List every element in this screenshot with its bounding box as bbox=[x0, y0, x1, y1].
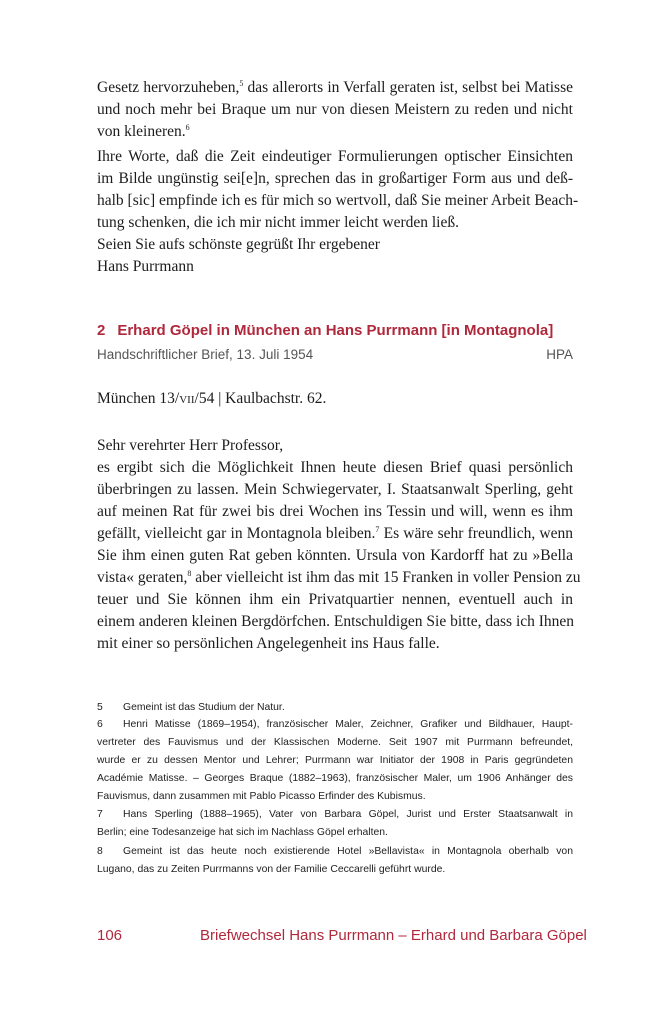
footnote-6-line: wurde er zu dessen Mentor und Lehrer; Purrmann war Initiator der 1908 in Paris gegründeten bbox=[97, 755, 573, 766]
footnote-8-line: Lugano, das zu Zeiten Purrmanns von der Familie Ceccarelli geführt wurde. bbox=[97, 864, 446, 875]
source-siglum: HPA bbox=[546, 347, 573, 362]
letter-number: 2 bbox=[97, 322, 106, 339]
signature: Hans Purrmann bbox=[97, 258, 194, 275]
text-line: einem anderen kleinen Bergdörfchen. Entschuldigen Sie bitte, dass ich Ihnen bbox=[97, 613, 575, 630]
text-line: auf meinen Rat für zwei bis drei Wochen ins Tessin und will, wenn es ihm bbox=[97, 503, 573, 520]
footnote-ref[interactable]: 6 bbox=[185, 123, 190, 132]
running-title: Briefwechsel Hans Purrmann – Erhard und Barbara Göpel bbox=[200, 927, 587, 944]
text-line: Ihre Worte, daß die Zeit eindeutiger Formulierungen optischer Einsichten bbox=[97, 148, 573, 165]
text-line: Sie ihm einen guten Rat geben könnten. Ursula von Kardorff hat zu »Bella bbox=[97, 547, 573, 564]
letter-heading bbox=[97, 322, 553, 339]
text-line: gefällt, vielleicht gar in Montagnola bleiben.$^7$ Es wäre sehr freundlich, wenn bbox=[97, 525, 573, 542]
place-date: München 13/vii/54 | Kaulbachstr. 62. bbox=[97, 390, 327, 407]
footnote-ref[interactable]: 8 bbox=[187, 569, 192, 578]
footnote-6-line: vertreter des Fauvismus und der Klassischen Moderne. Seit 1907 mit Purrmann befreundet, bbox=[97, 737, 573, 748]
page-number: 106 bbox=[97, 927, 123, 944]
text-line: im Bilde ungünstig sei[e]n, sprechen das in großartiger Form aus und deß- bbox=[97, 170, 573, 187]
text-line: Gesetz hervorzuheben,$^5$ das allerorts in Verfall geraten ist, selbst bei Matisse bbox=[97, 79, 573, 96]
letter-subtitle: Handschriftlicher Brief, 13. Juli 1954 bbox=[97, 347, 314, 362]
text-line: es ergibt sich die Möglichkeit Ihnen heute diesen Brief quasi persönlich bbox=[97, 459, 573, 476]
letter-title: Erhard Göpel in München an Hans Purrmann [in Montagnola] bbox=[117, 322, 554, 339]
text-line: vista« geraten,$^8$ aber vielleicht ist ihm das mit 15 Franken in voller Pension zu bbox=[97, 569, 581, 586]
footnote-7-line: Berlin; eine Todesanzeige hat sich im Nachlass Göpel erhalten. bbox=[97, 827, 388, 838]
text-line: teuer und Sie können ihm ein Privatquartier nennen, eventuell auch in bbox=[97, 591, 573, 608]
text-line: tung schenken, die ich mir nicht immer leicht werden ließ. bbox=[97, 214, 459, 231]
text-line: Seien Sie aufs schönste gegrüßt Ihr ergebener bbox=[97, 236, 380, 253]
text-line: überbringen zu lassen. Mein Schwiegervater, I. Staatsanwalt Sperling, geht bbox=[97, 481, 573, 498]
salutation: Sehr verehrter Herr Professor, bbox=[97, 437, 284, 454]
footnote-6-line: Fauvismus, dann zusammen mit Pablo Picasso Erfinder des Kubismus. bbox=[97, 791, 426, 802]
text-line: halb [sic] empfinde ich es für mich so wertvoll, daß Sie meiner Arbeit Beach- bbox=[97, 192, 579, 209]
footnote-ref[interactable]: 7 bbox=[375, 525, 380, 534]
footnote-6-line: Académie Matisse. – Georges Braque (1882–1963), französischer Maler, um 1906 Anhänger des bbox=[97, 773, 573, 784]
footnote-8: 8 Gemeint ist das heute noch existierende Hotel »Bellavista« in Montagnola oberhalb von bbox=[97, 846, 573, 857]
footnote-6: 6 Henri Matisse (1869–1954), französischer Maler, Zeichner, Grafiker und Bildhauer, Haupt- bbox=[97, 719, 573, 730]
footnote-ref[interactable]: 5 bbox=[239, 79, 244, 88]
footnote-7: 7 Hans Sperling (1888–1965), Vater von Barbara Göpel, Jurist und Erster Staatsanwalt in bbox=[97, 809, 573, 820]
text-line: von kleineren.$^6$ bbox=[97, 123, 190, 140]
footnote-5: 5 Gemeint ist das Studium der Natur. bbox=[97, 702, 285, 713]
text-line: mit einer so persönlichen Angelegenheit ins Haus falle. bbox=[97, 635, 440, 652]
text-line: und noch mehr bei Braque um nur von diesen Meistern zu reden und nicht bbox=[97, 101, 573, 118]
